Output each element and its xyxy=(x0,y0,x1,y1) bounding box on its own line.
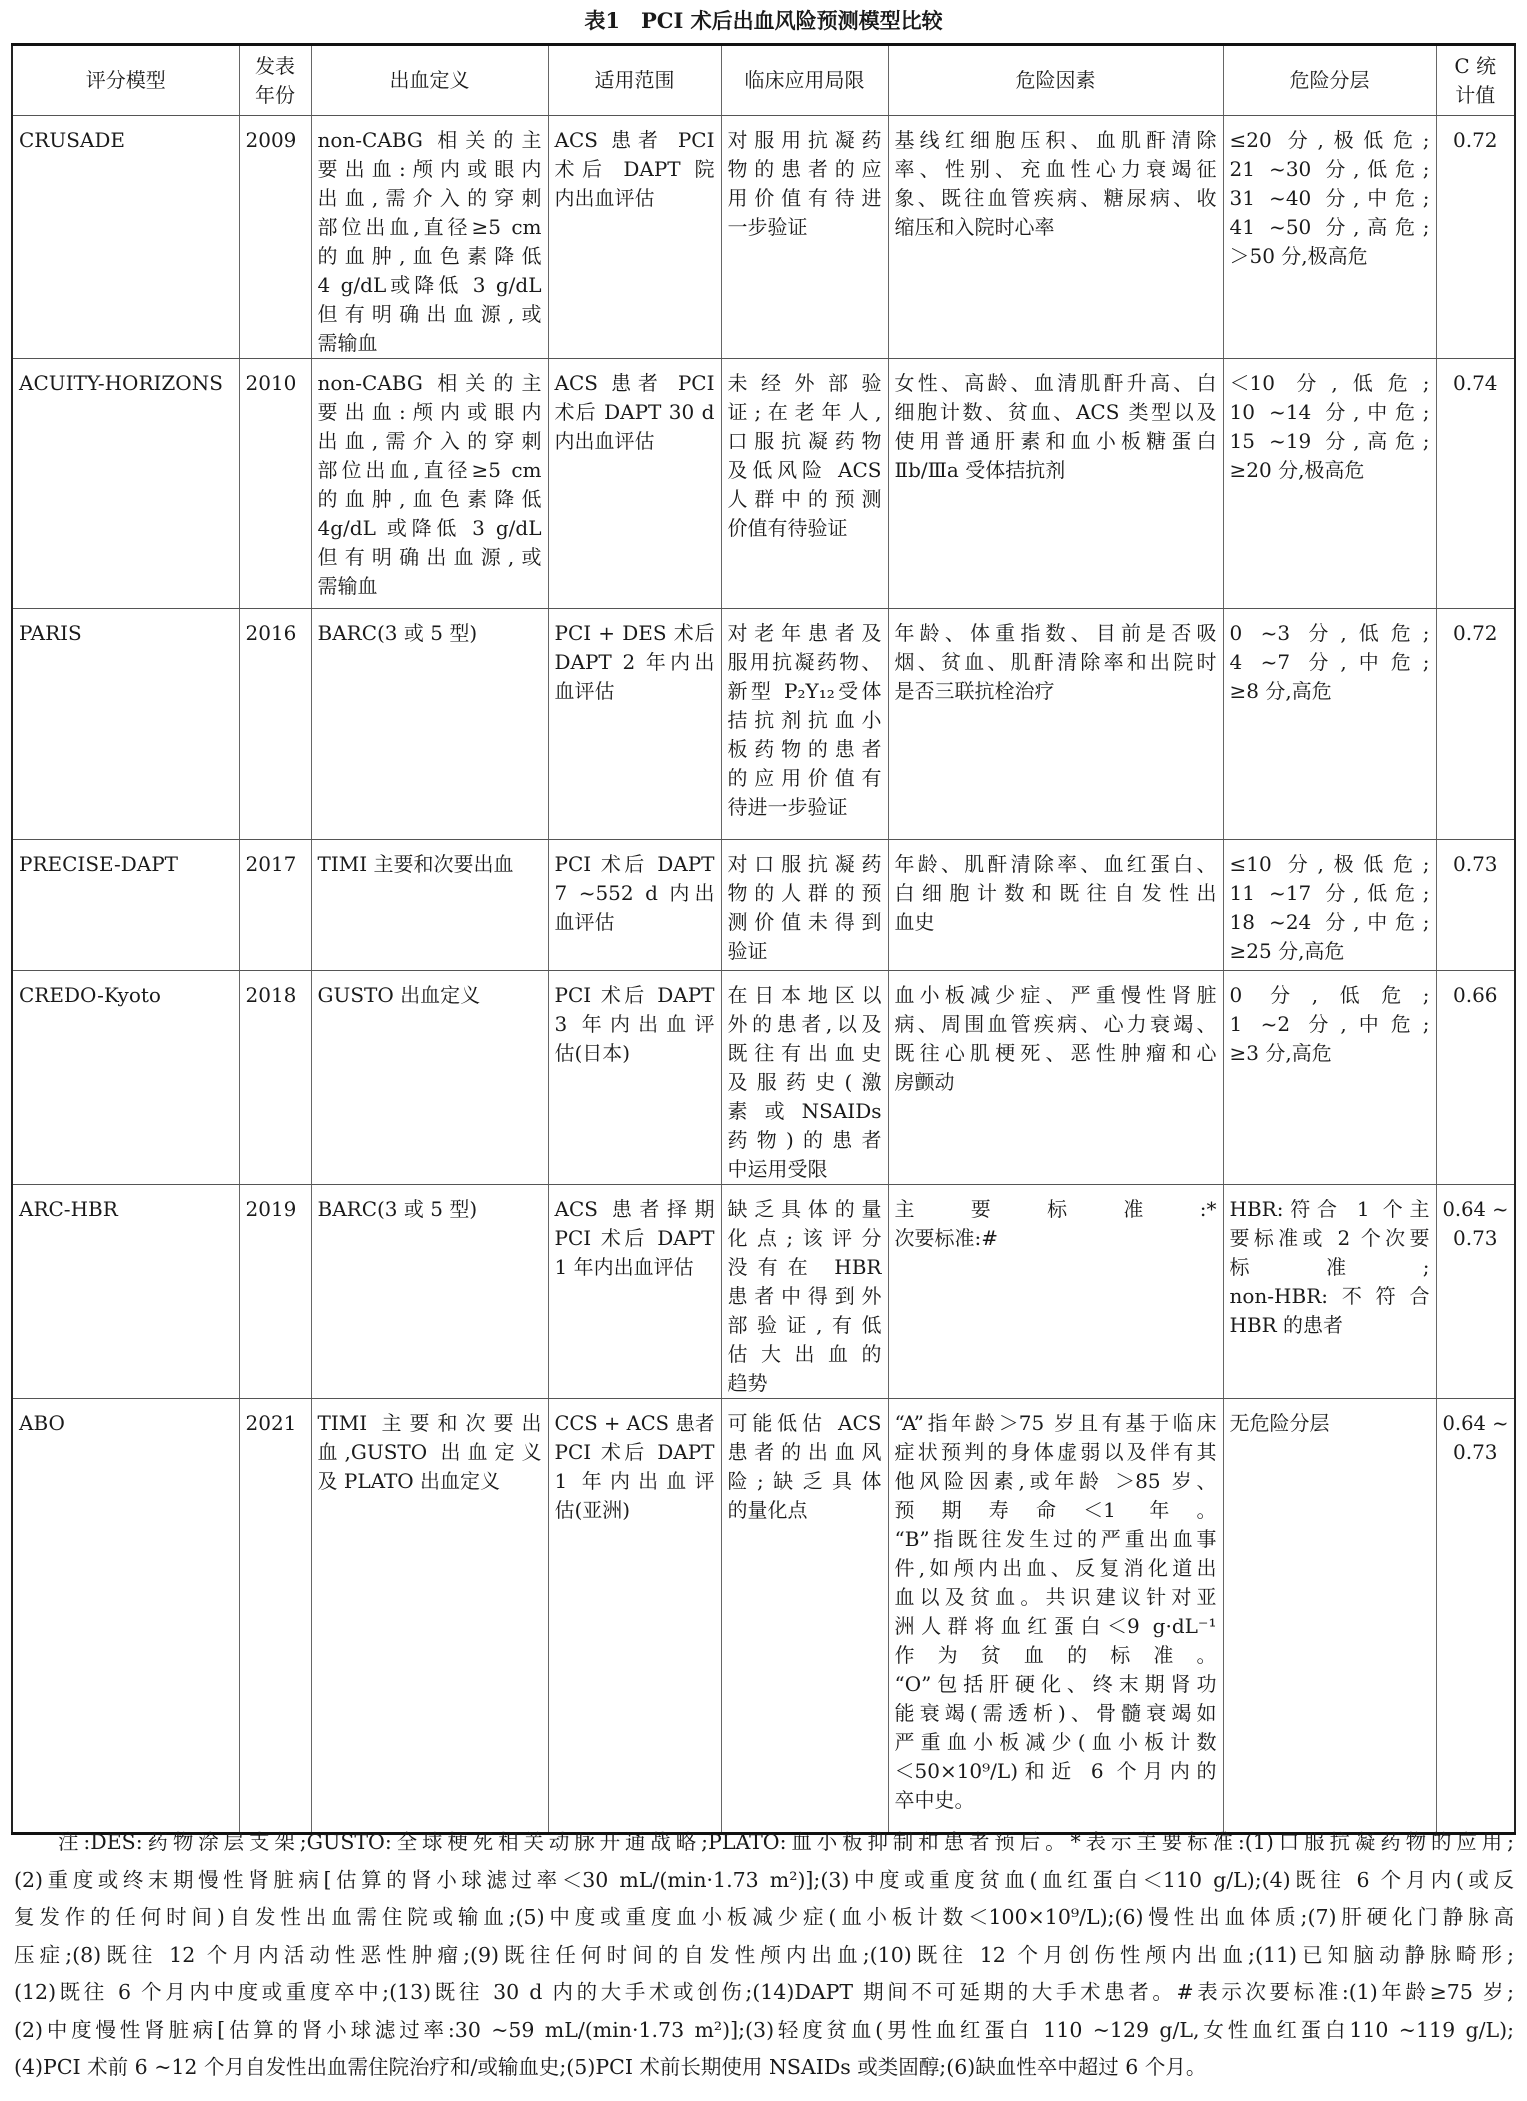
cell-line: 及服药史(激 xyxy=(727,1070,882,1094)
cell-line: ≤20 分,极低危; xyxy=(1229,128,1430,152)
cell-line: BARC(3 或 5 型) xyxy=(317,621,478,645)
cell-line: 患者的出血风 xyxy=(727,1440,882,1464)
cell-line: 部位出血,直径≥5 cm xyxy=(317,215,542,239)
cell-line: 服用抗凝药物、 xyxy=(727,650,882,674)
cell-line: 1 ~2 分,中危; xyxy=(1229,1012,1430,1036)
cell-line: ＜10 分,低危; xyxy=(1229,371,1430,395)
cell-line: 他风险因素,或年龄 ＞85 岁、 xyxy=(894,1469,1217,1493)
cell-line: 发表 xyxy=(255,53,295,78)
cell-line: CCS + ACS 患者 xyxy=(554,1412,715,1435)
cell-line: 血史 xyxy=(894,910,935,934)
cell-line: TIMI 主要和次要出血 xyxy=(317,852,514,876)
cell-line: 病、周围血管疾病、心力衰竭、 xyxy=(894,1012,1217,1036)
cell-scope xyxy=(548,1185,721,1399)
cell-line: 出血定义 xyxy=(389,68,470,92)
cell-risk-factors xyxy=(888,1399,1223,1834)
footnote-line: (2)中度慢性肾脏病[估算的肾小球滤过率:30 ~59 mL/(min·1.73 m²)];(3)轻度贫血(男性血红蛋白 110 ~129 g/L,女性血红蛋白110 ~119 g/L); xyxy=(14,2017,1514,2042)
cell-risk-stratification xyxy=(1223,1185,1436,1399)
cell-line: 基线红细胞压积、血肌酐清除 xyxy=(894,128,1217,152)
cell-line: 0.64 ~ xyxy=(1442,1412,1509,1435)
table-row xyxy=(12,1399,1515,1834)
table-title: 表1 PCI 术后出血风险预测模型比较 xyxy=(584,8,943,33)
column-header-year xyxy=(239,45,311,116)
cell-risk-factors xyxy=(888,971,1223,1185)
cell-line: 要标准或 2 个次要 xyxy=(1229,1226,1430,1250)
cell-line: PCI 术后 DAPT xyxy=(554,1226,715,1250)
cell-line: 细胞计数、贫血、ACS 类型以及 xyxy=(894,400,1217,424)
cell-line: 1 年内出血评 xyxy=(554,1469,715,1493)
table-footnote xyxy=(14,1824,1514,2087)
cell-line: 7 ~552 d 内出 xyxy=(554,881,715,905)
cell-line: 0.74 xyxy=(1452,371,1498,395)
cell-line: ≥25 分,高危 xyxy=(1229,939,1345,963)
cell-line: ≥20 分,极高危 xyxy=(1229,458,1365,482)
cell-line: 临床应用局限 xyxy=(744,68,865,92)
cell-bleeding-definition xyxy=(311,1399,548,1834)
cell-line: 术后 DAPT 院 xyxy=(554,157,715,181)
cell-line: 卒中史。 xyxy=(894,1788,975,1812)
cell-model-name xyxy=(12,359,239,609)
cell-model-name xyxy=(12,1399,239,1834)
cell-line: ≤10 分,极低危; xyxy=(1229,852,1430,876)
cell-line: 白细胞计数和既往自发性出 xyxy=(894,881,1217,905)
cell-line: 血评估 xyxy=(554,679,615,703)
column-header-risk-stratification xyxy=(1223,45,1436,116)
cell-line: “O”包括肝硬化、终末期肾功 xyxy=(894,1672,1217,1696)
cell-line: 0.73 xyxy=(1452,1440,1498,1464)
cell-risk-stratification xyxy=(1223,609,1436,840)
table-row xyxy=(12,840,1515,971)
cell-line: 0.73 xyxy=(1452,852,1498,876)
cell-line: 中运用受限 xyxy=(727,1157,828,1181)
cell-year xyxy=(239,840,311,971)
column-header-c-stat xyxy=(1436,45,1515,116)
cell-line: ACS 患者 PCI xyxy=(554,371,715,395)
cell-line: 既往有出血史 xyxy=(727,1041,882,1065)
cell-line: 出血,需介入的穿刺 xyxy=(317,186,542,210)
cell-line: PCI 术后 DAPT xyxy=(554,852,715,876)
cell-line: PCI 术后 DAPT xyxy=(554,1440,715,1464)
cell-risk-stratification xyxy=(1223,1399,1436,1834)
cell-line: 的血肿,血色素降低 xyxy=(317,487,542,511)
cell-line: ≥3 分,高危 xyxy=(1229,1041,1332,1065)
footnote-line: (2)重度或终末期慢性肾脏病[估算的肾小球滤过率＜30 mL/(min·1.73 m²)];(3)中度或重度贫血(血红蛋白＜110 g/L);(4)既往 6 个月内(或反 xyxy=(14,1867,1514,1892)
cell-scope xyxy=(548,1399,721,1834)
cell-line: 估(日本) xyxy=(554,1041,631,1065)
cell-line: 作为贫血的标准。 xyxy=(894,1643,1217,1667)
cell-risk-factors xyxy=(888,609,1223,840)
cell-line: 及低风险 ACS xyxy=(727,458,882,482)
table-row xyxy=(12,116,1515,359)
cell-line: 及 PLATO 出血定义 xyxy=(317,1469,501,1493)
cell-line: 31 ~40 分,中危; xyxy=(1229,186,1430,210)
cell-line: 女性、高龄、血清肌酐升高、白 xyxy=(894,371,1217,395)
cell-line: 需输血 xyxy=(317,331,378,355)
cell-line: 年龄、肌酐清除率、血红蛋白、 xyxy=(894,852,1217,876)
cell-risk-stratification xyxy=(1223,840,1436,971)
cell-line: 4g/dL 或降低 3 g/dL xyxy=(317,516,542,540)
cell-line: 没有在 HBR xyxy=(727,1255,882,1279)
cell-line: 年份 xyxy=(255,82,295,107)
cell-line: DAPT 2 年内出 xyxy=(554,650,715,674)
cell-line: 可能低估 ACS xyxy=(727,1411,882,1435)
cell-line: 件,如颅内出血、反复消化道出 xyxy=(894,1556,1217,1580)
cell-model-name xyxy=(12,116,239,359)
cell-line: 无危险分层 xyxy=(1229,1411,1330,1435)
cell-line: 0 分,低危; xyxy=(1229,983,1430,1007)
cell-line: 验证 xyxy=(727,939,768,963)
cell-line: BARC(3 或 5 型) xyxy=(317,1197,478,1221)
cell-risk-stratification xyxy=(1223,359,1436,609)
cell-scope xyxy=(548,609,721,840)
cell-line: 房颤动 xyxy=(894,1070,955,1094)
cell-line: 出血,需介入的穿刺 xyxy=(317,429,542,453)
cell-line: 要出血:颅内或眼内 xyxy=(317,400,542,424)
cell-line: 物的患者的应 xyxy=(727,157,882,181)
cell-line: HBR:符合 1 个主 xyxy=(1229,1197,1430,1221)
footnote-line: (4)PCI 术前 6 ~12 个月自发性出血需住院治疗和/或输血史;(5)PCI 术前长期使用 NSAIDs 或类固醇;(6)缺血性卒中超过 6 个月。 xyxy=(14,2055,1207,2079)
cell-line: 11 ~17 分,低危; xyxy=(1229,881,1430,905)
cell-line: ACS 患者择期 xyxy=(554,1197,715,1221)
cell-risk-stratification xyxy=(1223,971,1436,1185)
cell-year xyxy=(239,1185,311,1399)
cell-line: 对口服抗凝药 xyxy=(727,852,882,876)
cell-line: TIMI 主要和次要出 xyxy=(317,1411,542,1435)
cell-line: PCI + DES 术后 xyxy=(554,621,715,645)
cell-line: non-CABG 相关的主 xyxy=(317,371,542,395)
cell-bleeding-definition xyxy=(311,116,548,359)
cell-line: 预期寿命＜1 年。 xyxy=(894,1498,1217,1522)
cell-bleeding-definition xyxy=(311,840,548,971)
cell-scope xyxy=(548,971,721,1185)
cell-line: 趋势 xyxy=(727,1371,768,1395)
cell-line: 估(亚洲) xyxy=(554,1498,631,1522)
cell-line: 缺乏具体的量 xyxy=(727,1197,882,1221)
cell-line: ＜50×10⁹/L)和近 6 个月内的 xyxy=(894,1759,1217,1783)
cell-line: 2021 xyxy=(245,1411,297,1435)
cell-line: 但有明确出血源,或 xyxy=(317,545,542,569)
cell-risk-factors xyxy=(888,840,1223,971)
cell-line: 使用普通肝素和血小板糖蛋白 xyxy=(894,429,1217,453)
cell-line: 2019 xyxy=(245,1197,297,1221)
cell-line: 拮抗剂抗血小 xyxy=(727,708,882,732)
bleeding-risk-model-table xyxy=(11,43,1516,1835)
cell-risk-factors xyxy=(888,116,1223,359)
cell-line: 0.66 xyxy=(1452,983,1498,1007)
cell-line: 口服抗凝药物 xyxy=(727,429,882,453)
cell-line: 标准; xyxy=(1229,1255,1430,1279)
cell-line: 术后 DAPT 30 d xyxy=(554,400,715,424)
cell-line: 但有明确出血源,或 xyxy=(317,302,542,326)
cell-line: 板药物的患者 xyxy=(727,737,882,761)
cell-line: CRUSADE xyxy=(19,128,125,152)
cell-scope xyxy=(548,840,721,971)
cell-line: 血小板减少症、严重慢性肾脏 xyxy=(894,983,1217,1007)
column-header-model-name xyxy=(12,45,239,116)
cell-line: 对老年患者及 xyxy=(727,621,882,645)
cell-line: 人群中的预测 xyxy=(727,487,882,511)
cell-line: 1 年内出血评估 xyxy=(554,1255,694,1279)
cell-bleeding-definition xyxy=(311,359,548,609)
cell-line: 危险分层 xyxy=(1289,68,1370,92)
cell-line: PARIS xyxy=(19,621,82,645)
cell-line: “A”指年龄＞75 岁且有基于临床 xyxy=(894,1411,1217,1435)
cell-year xyxy=(239,359,311,609)
cell-scope xyxy=(548,116,721,359)
footnote-line: 压症;(8)既往 12 个月内活动性恶性肿瘤;(9)既往任何时间的自发性颅内出血;(10)既往 12 个月创伤性颅内出血;(11)已知脑动静脉畸形; xyxy=(14,1942,1514,1967)
cell-line: C 统 xyxy=(1454,53,1497,78)
cell-clinical-limitation xyxy=(721,971,888,1185)
cell-line: 2010 xyxy=(245,371,297,395)
cell-line: ABO xyxy=(19,1411,65,1435)
column-header-bleeding-definition xyxy=(311,45,548,116)
cell-bleeding-definition xyxy=(311,609,548,840)
cell-line: 测价值未得到 xyxy=(727,910,882,934)
table-row xyxy=(12,609,1515,840)
cell-line: 新型 P₂Y₁₂受体 xyxy=(727,679,882,703)
cell-line: 严重血小板减少(血小板计数 xyxy=(894,1730,1217,1754)
cell-line: 缩压和入院时心率 xyxy=(894,215,1055,239)
cell-line: 率、性别、充血性心力衰竭征 xyxy=(894,157,1217,181)
cell-scope xyxy=(548,359,721,609)
cell-line: 0.72 xyxy=(1452,621,1498,645)
cell-line: 要出血:颅内或眼内 xyxy=(317,157,542,181)
cell-c-stat xyxy=(1436,116,1515,359)
cell-line: 次要标准:# xyxy=(894,1226,998,1250)
cell-line: 18 ~24 分,中危; xyxy=(1229,910,1430,934)
cell-model-name xyxy=(12,971,239,1185)
cell-line: 0.72 xyxy=(1452,128,1498,152)
cell-line: 血以及贫血。共识建议针对亚 xyxy=(894,1585,1217,1609)
cell-c-stat xyxy=(1436,971,1515,1185)
cell-model-name xyxy=(12,609,239,840)
cell-line: 物的人群的预 xyxy=(727,881,882,905)
cell-bleeding-definition xyxy=(311,971,548,1185)
footnote-line: 复发作的任何时间)自发性出血需住院或输血;(5)中度或重度血小板减少症(血小板计数＜100×10⁹/L);(6)慢性出血体质;(7)肝硬化门静脉高 xyxy=(14,1905,1514,1929)
column-header-clinical-limitation xyxy=(721,45,888,116)
cell-year xyxy=(239,116,311,359)
cell-line: ACS 患者 PCI xyxy=(554,128,715,152)
cell-line: 是否三联抗栓治疗 xyxy=(894,679,1055,703)
cell-line: 内出血评估 xyxy=(554,186,655,210)
cell-line: 用价值有待进 xyxy=(727,186,882,210)
cell-line: 2009 xyxy=(245,128,297,152)
cell-line: 证;在老年人, xyxy=(727,400,882,424)
cell-line: 估大出血的 xyxy=(727,1342,882,1366)
cell-line: 患者中得到外 xyxy=(727,1284,882,1308)
cell-line: 4 ~7 分,中危; xyxy=(1229,650,1430,674)
cell-line: Ⅱb/Ⅲa 受体拮抗剂 xyxy=(894,458,1066,482)
column-header-risk-factors xyxy=(888,45,1223,116)
cell-line: PRECISE-DAPT xyxy=(19,852,179,876)
cell-line: non-HBR:不符合 xyxy=(1229,1284,1430,1308)
table-row xyxy=(12,1185,1515,1399)
cell-line: ＞50 分,极高危 xyxy=(1229,244,1368,268)
cell-line: 对服用抗凝药 xyxy=(727,128,882,152)
cell-line: 4 g/dL或降低 3 g/dL xyxy=(317,273,542,297)
cell-line: 象、既往血管疾病、糖尿病、收 xyxy=(894,186,1217,210)
cell-line: 需输血 xyxy=(317,574,378,598)
cell-line: 主要标准:* xyxy=(894,1197,1217,1221)
cell-c-stat xyxy=(1436,1399,1515,1834)
cell-line: 待进一步验证 xyxy=(727,795,848,819)
cell-line: 血,GUSTO 出血定义 xyxy=(317,1440,542,1464)
cell-clinical-limitation xyxy=(721,1185,888,1399)
cell-risk-factors xyxy=(888,359,1223,609)
cell-line: 计值 xyxy=(1455,82,1496,107)
footnote-line: (12)既往 6 个月内中度或重度卒中;(13)既往 30 d 内的大手术或创伤;(14)DAPT 期间不可延期的大手术患者。#表示次要标准:(1)年龄≥75 岁; xyxy=(14,1980,1514,2004)
cell-year xyxy=(239,1399,311,1834)
cell-line: 41 ~50 分,高危; xyxy=(1229,215,1430,239)
cell-line: 险;缺乏具体 xyxy=(727,1469,882,1493)
cell-line: ≥8 分,高危 xyxy=(1229,679,1332,703)
cell-c-stat xyxy=(1436,1185,1515,1399)
cell-line: 洲人群将血红蛋白＜9 g·dL⁻¹ xyxy=(894,1614,1217,1638)
cell-line: 15 ~19 分,高危; xyxy=(1229,429,1430,453)
cell-c-stat xyxy=(1436,840,1515,971)
cell-line: 危险因素 xyxy=(1015,68,1096,92)
cell-line: 0.73 xyxy=(1452,1226,1498,1250)
cell-clinical-limitation xyxy=(721,359,888,609)
cell-line: 一步验证 xyxy=(727,215,808,239)
cell-line: 部验证,有低 xyxy=(727,1313,882,1337)
cell-bleeding-definition xyxy=(311,1185,548,1399)
cell-line: 化点;该评分 xyxy=(727,1226,882,1250)
cell-line: non-CABG 相关的主 xyxy=(317,128,542,152)
cell-c-stat xyxy=(1436,609,1515,840)
cell-line: 价值有待验证 xyxy=(727,516,848,540)
table-row xyxy=(12,971,1515,1185)
cell-line: ARC-HBR xyxy=(19,1197,118,1221)
cell-year xyxy=(239,609,311,840)
cell-line: 0.64 ~ xyxy=(1442,1198,1509,1221)
cell-line: 既往心肌梗死、恶性肿瘤和心 xyxy=(894,1041,1217,1065)
cell-line: CREDO-Kyoto xyxy=(19,983,161,1007)
cell-model-name xyxy=(12,840,239,971)
cell-line: 症状预判的身体虚弱以及伴有其 xyxy=(894,1440,1217,1464)
footnote-line: 注:DES:药物涂层支架;GUSTO:全球梗死相关动脉开通战略;PLATO:血小板抑制和患者预后。*表示主要标准:(1)口服抗凝药物的应用; xyxy=(58,1830,1514,1854)
column-header-scope xyxy=(548,45,721,116)
cell-line: 适用范围 xyxy=(594,68,675,92)
cell-line: ACUITY-HORIZONS xyxy=(19,371,223,395)
cell-clinical-limitation xyxy=(721,609,888,840)
cell-line: 10 ~14 分,中危; xyxy=(1229,400,1430,424)
table-row xyxy=(12,359,1515,609)
cell-year xyxy=(239,971,311,1185)
cell-line: 2017 xyxy=(245,852,297,876)
cell-line: 的血肿,血色素降低 xyxy=(317,244,542,268)
header-row xyxy=(12,45,1515,116)
cell-line: 的应用价值有 xyxy=(727,766,882,790)
cell-line: GUSTO 出血定义 xyxy=(317,983,481,1007)
cell-line: 3 年内出血评 xyxy=(554,1012,715,1036)
cell-line: 内出血评估 xyxy=(554,429,655,453)
cell-line: “B”指既往发生过的严重出血事 xyxy=(894,1527,1217,1551)
cell-risk-factors xyxy=(888,1185,1223,1399)
cell-line: 血评估 xyxy=(554,910,615,934)
cell-line: 2018 xyxy=(245,983,297,1007)
cell-line: 2016 xyxy=(245,621,297,645)
cell-model-name xyxy=(12,1185,239,1399)
cell-clinical-limitation xyxy=(721,116,888,359)
cell-line: 素 或 NSAIDs xyxy=(727,1099,882,1123)
cell-line: 评分模型 xyxy=(85,68,166,92)
cell-line: 药物)的患者 xyxy=(727,1128,882,1152)
cell-line: 外的患者,以及 xyxy=(727,1012,882,1036)
cell-line: 年龄、体重指数、目前是否吸 xyxy=(894,621,1217,645)
cell-line: 未经外部验 xyxy=(727,371,882,395)
cell-line: 能衰竭(需透析)、骨髓衰竭如 xyxy=(894,1701,1217,1725)
cell-clinical-limitation xyxy=(721,840,888,971)
cell-line: PCI 术后 DAPT xyxy=(554,983,715,1007)
cell-line: 在日本地区以 xyxy=(727,983,882,1007)
cell-line: HBR 的患者 xyxy=(1229,1313,1344,1337)
cell-risk-stratification xyxy=(1223,116,1436,359)
cell-clinical-limitation xyxy=(721,1399,888,1834)
cell-line: 部位出血,直径≥5 cm xyxy=(317,458,542,482)
cell-c-stat xyxy=(1436,359,1515,609)
cell-line: 21 ~30 分,低危; xyxy=(1229,157,1430,181)
cell-line: 的量化点 xyxy=(727,1498,808,1522)
cell-line: 烟、贫血、肌酐清除率和出院时 xyxy=(894,650,1217,674)
cell-line: 0 ~3 分,低危; xyxy=(1229,621,1430,645)
